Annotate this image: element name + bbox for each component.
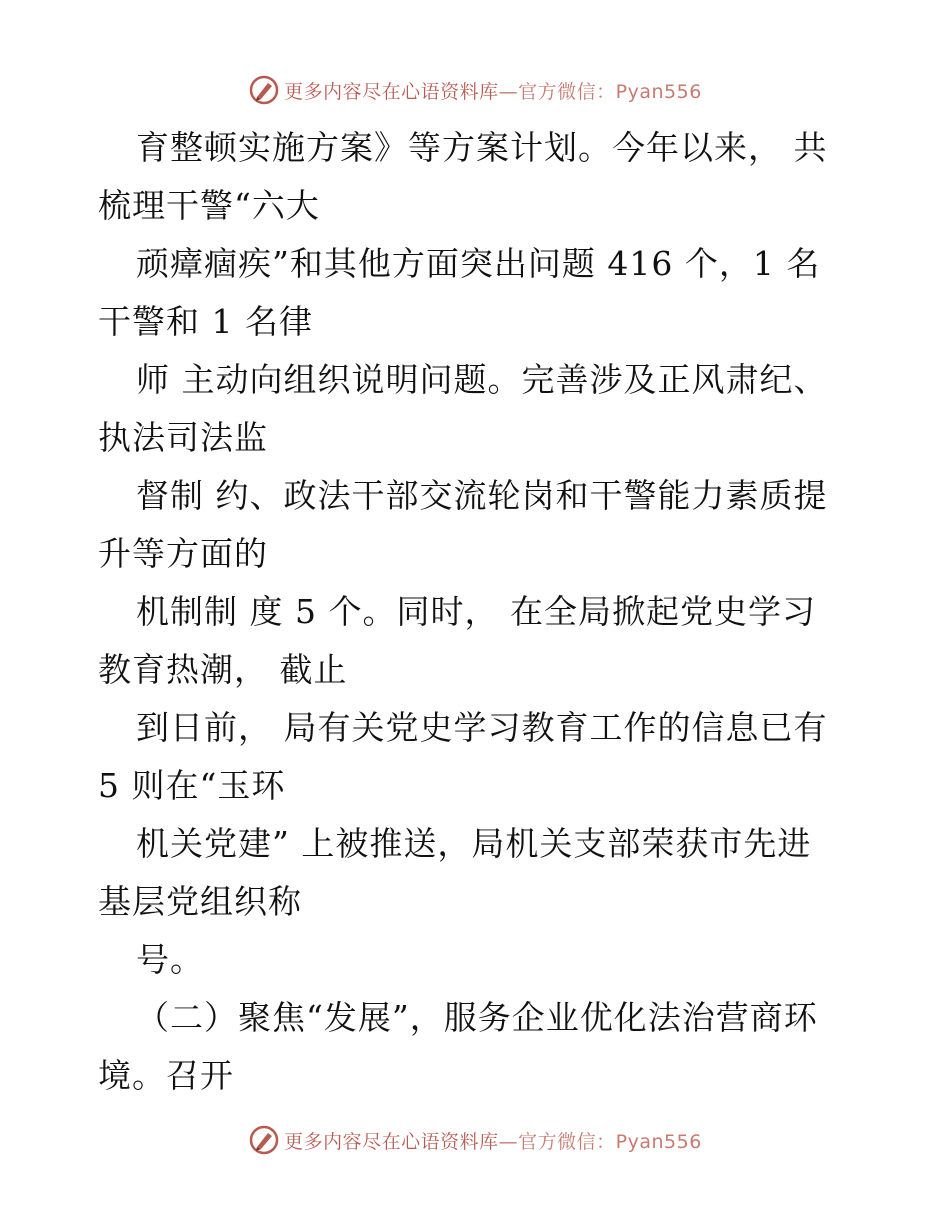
- text-line: 梳理干警“六大: [98, 186, 320, 225]
- pen-circle-logo-icon: [248, 74, 280, 106]
- watermark-banner-bottom: [0, 1120, 950, 1160]
- text-line: 干警和 1 名律: [98, 302, 313, 341]
- text-line: 境。召开: [98, 1056, 234, 1095]
- text-line: 督制 约、政法干部交流轮岗和干警能力素质提: [136, 476, 828, 515]
- text-line: 机关党建” 上被推送，局机关支部荣获市先进: [136, 824, 812, 863]
- pen-circle-logo-icon: [248, 1124, 280, 1156]
- text-line: 教育热潮， 截止: [98, 650, 348, 689]
- text-line: 升等方面的: [98, 534, 268, 573]
- text-line: 号。: [136, 940, 204, 979]
- watermark-text: 更多内容尽在心语资料库—官方微信：Pyan556: [284, 80, 702, 103]
- watermark-text: 更多内容尽在心语资料库—官方微信：Pyan556: [284, 1130, 702, 1153]
- text-line: 师 主动向组织说明问题。完善涉及正风肃纪、: [136, 360, 828, 399]
- text-line: 5 则在“玉环: [98, 766, 286, 805]
- watermark-banner-top: [0, 70, 950, 110]
- text-line: 执法司法监: [98, 418, 268, 457]
- text-line: 到日前， 局有关党史学习教育工作的信息已有: [136, 708, 828, 747]
- section-heading-line: （二）聚焦“发展”，服务企业优化法治营商环: [136, 998, 818, 1037]
- text-line: 机制制 度 5 个。同时， 在全局掀起党史学习: [136, 592, 816, 631]
- text-line: 基层党组织称: [98, 882, 302, 921]
- text-line: 顽瘴痼疾”和其他方面突出问题 416 个，1 名: [136, 244, 821, 283]
- text-line: 育整顿实施方案》等方案计划。今年以来， 共: [136, 128, 828, 167]
